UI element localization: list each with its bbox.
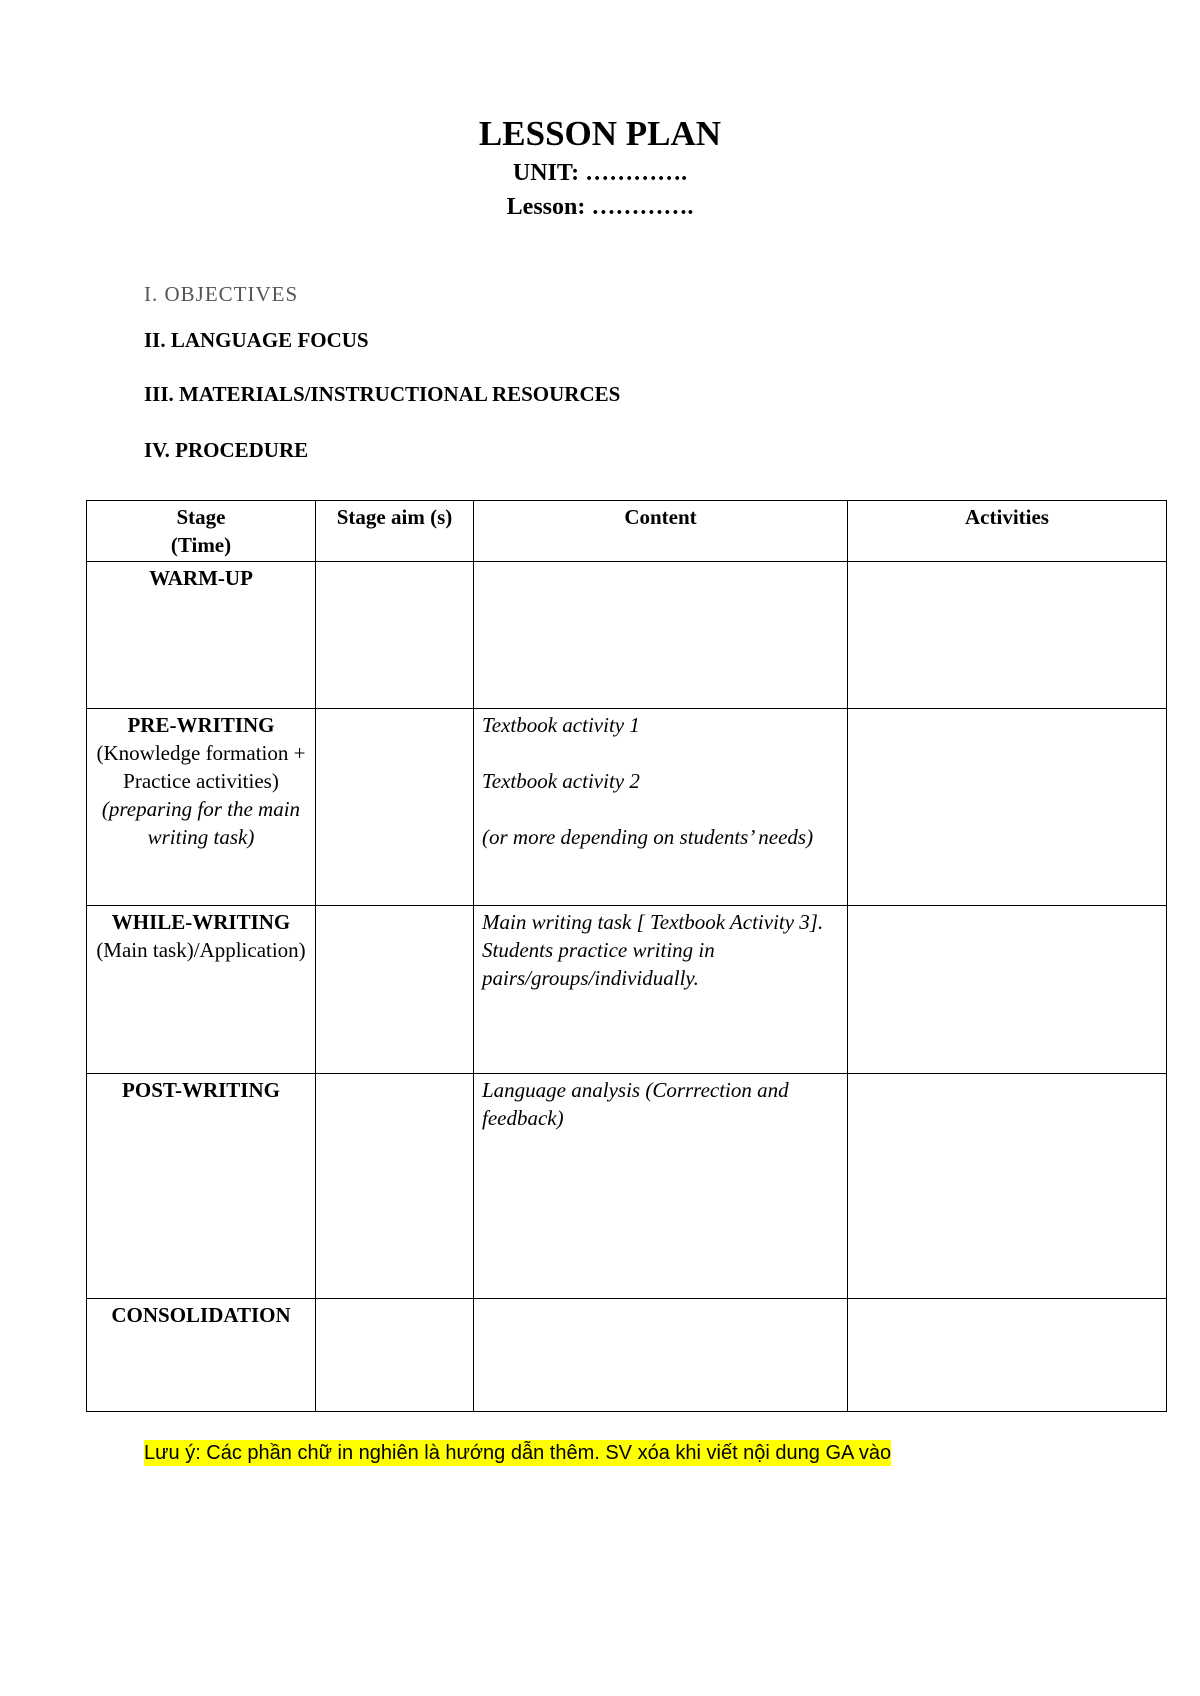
content-cell[interactable] xyxy=(474,1074,848,1299)
activities-cell[interactable] xyxy=(848,709,1167,906)
section-materials: III. MATERIALS/INSTRUCTIONAL RESOURCES xyxy=(144,382,621,406)
header-aim: Stage aim (s) xyxy=(316,501,474,562)
content-item: Main writing task [ Textbook Activity 3]. Students practice writing in pairs/groups/individually. xyxy=(482,910,824,990)
stage-cell[interactable] xyxy=(87,906,316,1074)
procedure-table xyxy=(86,500,1167,1412)
spacer xyxy=(482,795,839,823)
content-item: Language analysis (Corrrection and feedback) xyxy=(482,1078,789,1130)
stage-name: WARM-UP xyxy=(149,566,253,590)
header-stage-label: Stage xyxy=(176,505,226,529)
stage-cell[interactable] xyxy=(87,1074,316,1299)
stage-description: (Knowledge formation + Practice activities) xyxy=(96,741,306,793)
content-item: (or more depending on students’ needs) xyxy=(482,825,814,849)
header-stage xyxy=(87,501,316,562)
aim-cell[interactable] xyxy=(316,906,474,1074)
stage-name: CONSOLIDATION xyxy=(111,1303,291,1327)
stage-cell[interactable] xyxy=(87,562,316,709)
stage-cell[interactable] xyxy=(87,1299,316,1412)
spacer xyxy=(482,739,839,767)
section-language-focus: II. LANGUAGE FOCUS xyxy=(144,328,369,352)
table-row-warmup xyxy=(87,562,1167,709)
section-objectives: I. OBJECTIVES xyxy=(144,282,299,306)
table-row-postwriting xyxy=(87,1074,1167,1299)
content-cell[interactable] xyxy=(474,906,848,1074)
stage-name: PRE-WRITING xyxy=(127,713,275,737)
aim-cell[interactable] xyxy=(316,1299,474,1412)
stage-cell[interactable] xyxy=(87,709,316,906)
activities-cell[interactable] xyxy=(848,1299,1167,1412)
table-row-consolidation xyxy=(87,1299,1167,1412)
header-time-label: (Time) xyxy=(170,533,232,557)
aim-cell[interactable] xyxy=(316,709,474,906)
section-procedure: IV. PROCEDURE xyxy=(144,438,309,462)
activities-cell[interactable] xyxy=(848,1074,1167,1299)
stage-name: POST-WRITING xyxy=(122,1078,280,1102)
table-row-whilewriting xyxy=(87,906,1167,1074)
page-title: LESSON PLAN xyxy=(478,114,722,153)
activities-cell[interactable] xyxy=(848,562,1167,709)
header-content: Content xyxy=(474,501,848,562)
activities-cell[interactable] xyxy=(848,906,1167,1074)
aim-cell[interactable] xyxy=(316,1074,474,1299)
header-activities: Activities xyxy=(848,501,1167,562)
document-header xyxy=(0,112,1200,224)
stage-description: (Main task)/Application) xyxy=(96,938,306,962)
stage-name: WHILE-WRITING xyxy=(111,910,291,934)
table-header-row xyxy=(87,501,1167,562)
table-row-prewriting xyxy=(87,709,1167,906)
highlighted-note: Lưu ý: Các phần chữ in nghiên là hướng dẫn thêm. SV xóa khi viết nội dung GA vào xyxy=(144,1442,892,1464)
content-item: Textbook activity 1 xyxy=(482,713,640,737)
unit-line: UNIT: …………. xyxy=(512,160,688,186)
stage-guidance: (preparing for the main writing task) xyxy=(101,797,301,849)
content-cell[interactable] xyxy=(474,1299,848,1412)
content-item: Textbook activity 2 xyxy=(482,769,640,793)
content-cell[interactable] xyxy=(474,562,848,709)
lesson-line: Lesson: …………. xyxy=(506,194,694,220)
content-cell[interactable] xyxy=(474,709,848,906)
aim-cell[interactable] xyxy=(316,562,474,709)
